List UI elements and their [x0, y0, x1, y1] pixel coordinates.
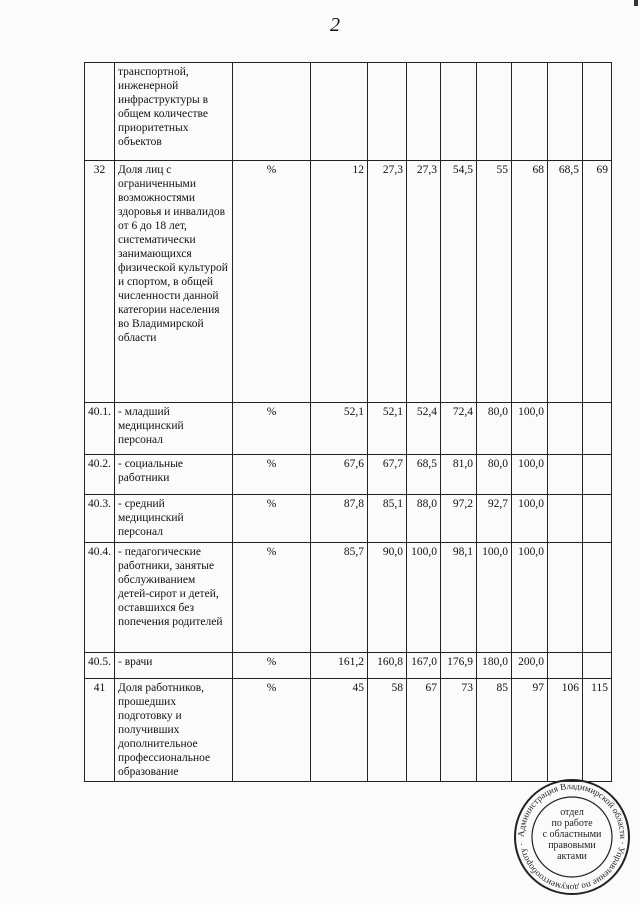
indicator-name: - средний медицинский персонал	[115, 495, 233, 543]
value-cell: 67,7	[368, 455, 407, 495]
value-cell: 27,3	[407, 161, 441, 403]
unit-cell: %	[233, 455, 311, 495]
unit-cell: %	[233, 403, 311, 455]
value-cell: 100,0	[407, 543, 441, 653]
table-row	[85, 161, 612, 403]
value-cell: 68	[512, 161, 548, 403]
value-cell: 72,4	[441, 403, 477, 455]
unit-cell: %	[233, 543, 311, 653]
indicator-name: Доля лиц с ограниченными возможностями здоровья и инвалидов от 6 до 18 лет, систематически занимающихся физической культурой и спортом, в общей численности данной категории населения во Владимирской области	[115, 161, 233, 403]
page-number: 2	[330, 14, 340, 36]
indicator-name: - педагогические работники, занятые обслуживанием детей-сирот и детей, оставшихся без попечения родителей	[115, 543, 233, 653]
value-cell: 12	[311, 161, 368, 403]
value-cell: 180,0	[477, 653, 512, 679]
table-row	[85, 455, 612, 495]
stamp-line: отдел	[560, 807, 584, 818]
indicator-name: - социальные работники	[115, 455, 233, 495]
value-cell: 85,7	[311, 543, 368, 653]
value-cell: 54,5	[441, 161, 477, 403]
table-row	[85, 63, 612, 161]
value-cell: 100,0	[512, 543, 548, 653]
table-row	[85, 679, 612, 782]
official-stamp	[512, 777, 632, 897]
row-number: 41	[85, 679, 115, 782]
value-cell	[583, 653, 612, 679]
value-cell: 45	[311, 679, 368, 782]
value-cell	[441, 63, 477, 161]
value-cell: 52,4	[407, 403, 441, 455]
value-cell	[548, 455, 583, 495]
value-cell: 167,0	[407, 653, 441, 679]
value-cell: 90,0	[368, 543, 407, 653]
value-cell	[583, 495, 612, 543]
value-cell	[583, 403, 612, 455]
table-row	[85, 495, 612, 543]
stamp-ring-text: Администрация Владимирской области · Управление по документообороту ·	[515, 780, 629, 894]
stamp-line: с областными	[542, 829, 602, 840]
value-cell: 100,0	[477, 543, 512, 653]
value-cell: 52,1	[311, 403, 368, 455]
corner-mark	[634, 0, 638, 6]
value-cell: 200,0	[512, 653, 548, 679]
row-number: 32	[85, 161, 115, 403]
value-cell	[548, 653, 583, 679]
value-cell: 67,6	[311, 455, 368, 495]
value-cell: 27,3	[368, 161, 407, 403]
value-cell: 68,5	[407, 455, 441, 495]
value-cell: 161,2	[311, 653, 368, 679]
value-cell: 106	[548, 679, 583, 782]
value-cell	[368, 63, 407, 161]
value-cell: 98,1	[441, 543, 477, 653]
table-row	[85, 543, 612, 653]
value-cell	[583, 63, 612, 161]
row-number: 40.4.	[85, 543, 115, 653]
value-cell: 100,0	[512, 495, 548, 543]
value-cell: 100,0	[512, 455, 548, 495]
stamp-line: по работе	[551, 818, 593, 829]
value-cell: 58	[368, 679, 407, 782]
value-cell: 100,0	[512, 403, 548, 455]
value-cell	[311, 63, 368, 161]
value-cell: 80,0	[477, 403, 512, 455]
value-cell	[548, 543, 583, 653]
row-number: 40.3.	[85, 495, 115, 543]
value-cell	[512, 63, 548, 161]
value-cell: 115	[583, 679, 612, 782]
stamp-line: правовыми	[548, 840, 596, 851]
indicator-name: - младший медицинский персонал	[115, 403, 233, 455]
value-cell	[548, 403, 583, 455]
value-cell: 52,1	[368, 403, 407, 455]
unit-cell	[233, 63, 311, 161]
value-cell	[477, 63, 512, 161]
stamp-line: актами	[557, 851, 587, 862]
value-cell	[583, 455, 612, 495]
value-cell: 67	[407, 679, 441, 782]
value-cell: 68,5	[548, 161, 583, 403]
indicator-name: Доля работников, прошедших подготовку и получивших дополнительное профессиональное образование	[115, 679, 233, 782]
value-cell: 69	[583, 161, 612, 403]
row-number: 40.5.	[85, 653, 115, 679]
value-cell	[548, 63, 583, 161]
indicator-name: - врачи	[115, 653, 233, 679]
row-number: 40.1.	[85, 403, 115, 455]
stamp-inner-text	[512, 807, 632, 862]
unit-cell: %	[233, 161, 311, 403]
value-cell: 88,0	[407, 495, 441, 543]
value-cell: 80,0	[477, 455, 512, 495]
value-cell	[583, 543, 612, 653]
table-row	[85, 653, 612, 679]
indicator-name: транспортной, инженерной инфраструктуры в общем количестве приоритетных объектов	[115, 63, 233, 161]
value-cell	[548, 495, 583, 543]
value-cell: 97	[512, 679, 548, 782]
value-cell: 85	[477, 679, 512, 782]
value-cell	[407, 63, 441, 161]
indicators-table	[84, 62, 612, 782]
row-number: 40.2.	[85, 455, 115, 495]
unit-cell: %	[233, 679, 311, 782]
value-cell: 85,1	[368, 495, 407, 543]
value-cell: 97,2	[441, 495, 477, 543]
unit-cell: %	[233, 495, 311, 543]
value-cell: 176,9	[441, 653, 477, 679]
value-cell: 73	[441, 679, 477, 782]
row-number	[85, 63, 115, 161]
value-cell: 87,8	[311, 495, 368, 543]
value-cell: 55	[477, 161, 512, 403]
value-cell: 160,8	[368, 653, 407, 679]
table-row	[85, 403, 612, 455]
value-cell: 92,7	[477, 495, 512, 543]
value-cell: 81,0	[441, 455, 477, 495]
unit-cell: %	[233, 653, 311, 679]
